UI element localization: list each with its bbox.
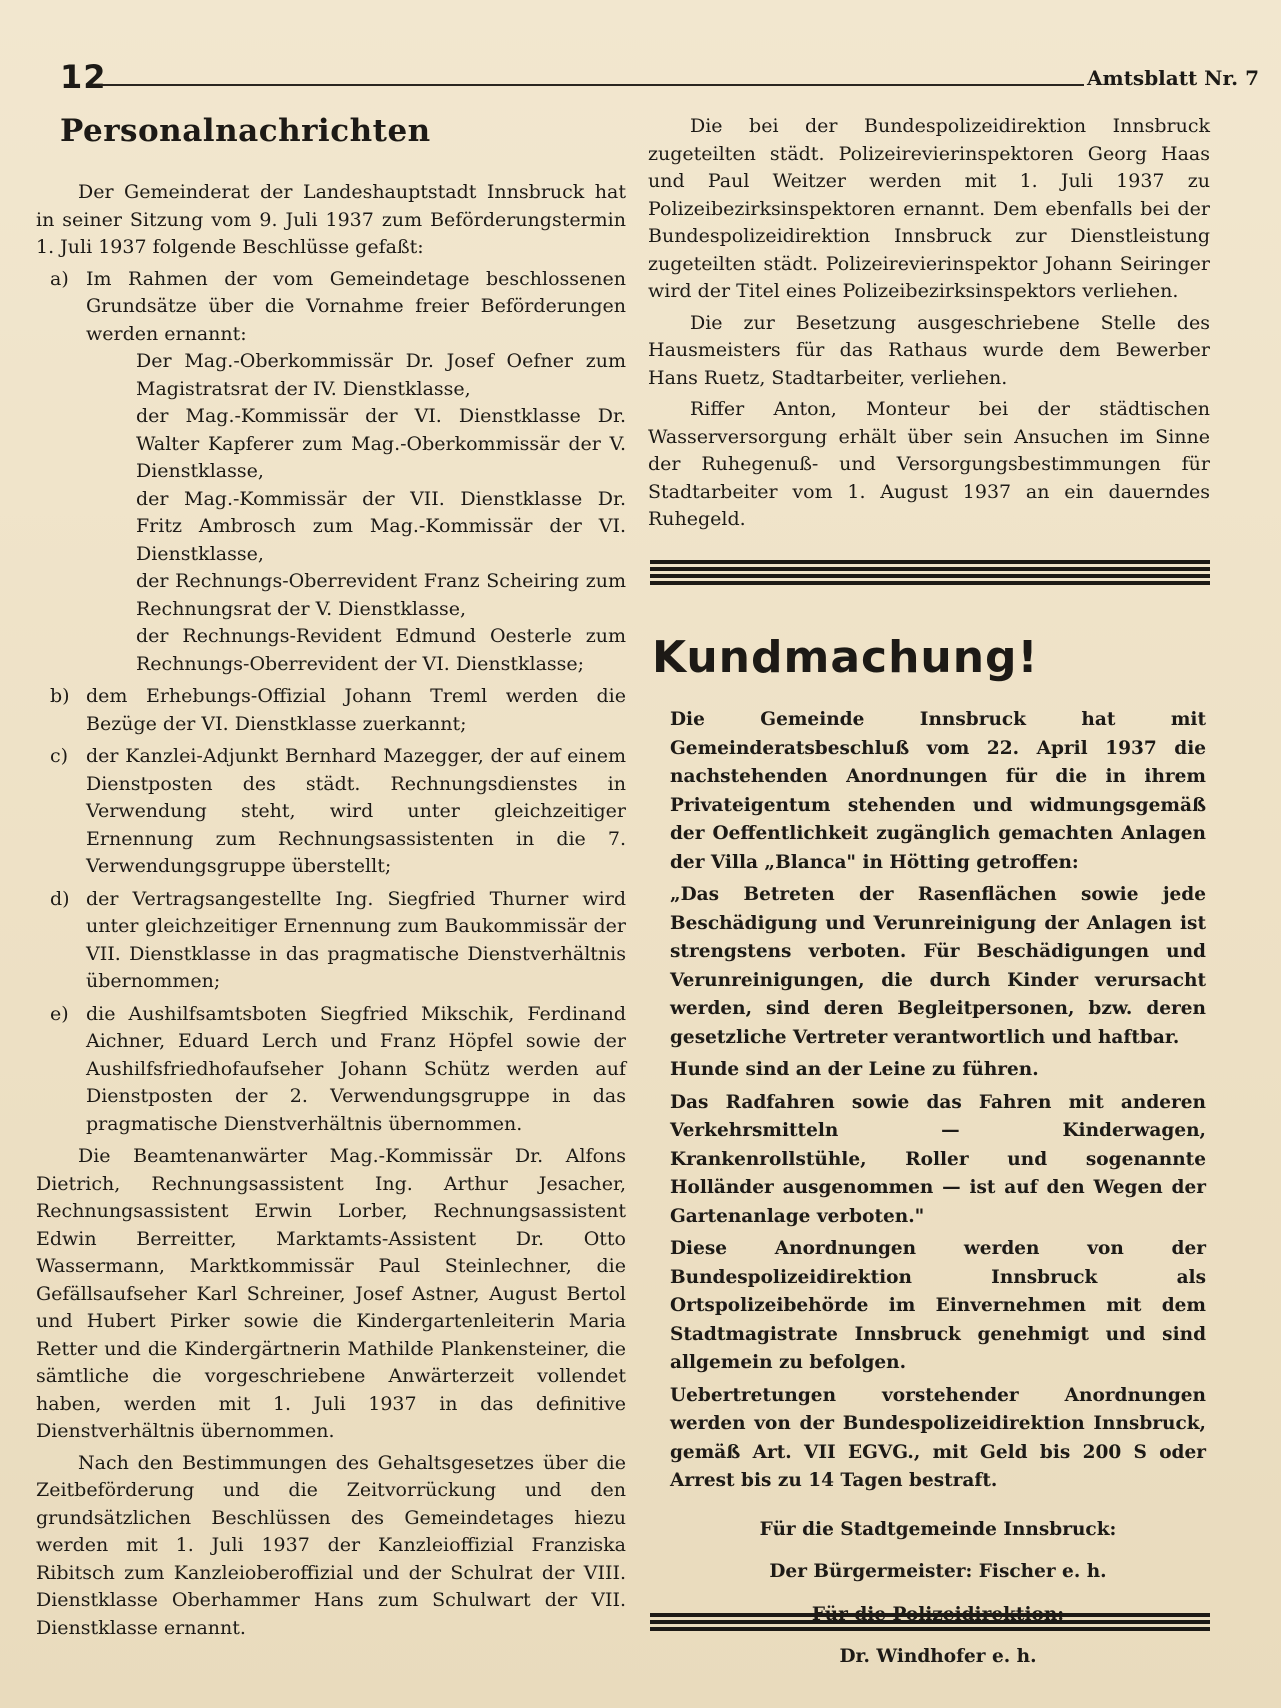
salary-paragraph: Nach den Bestimmungen des Gehaltsgesetzes über die Zeitbeförderung und die Zeitvorrückung und den grundsätzlichen Beschlüssen des Gemeindetages hiezu werden mit 1. Juli 1937 der Kanzleioffizial Franziska Ribitsch zum Kanzleioberoffizial und der Schulrat der VIII. Dienstklasse Oberhammer Hans zum Schulwart der VII. Dienstklasse ernannt. (36, 1451, 626, 1639)
house-paragraph: Die zur Besetzung ausgeschriebene Stelle des Hausmeisters für das Rathaus wurde dem Bewerber Hans Ruetz, Stadtarbeiter, verliehen. (648, 311, 1210, 389)
appointments-list (136, 348, 626, 678)
list-text: der Kanzlei-Adjunkt Bernhard Mazegger, der auf einem Dienstposten des städt. Rechnungsdienstes in Verwendung steht, wird unter gleichzeitiger Ernennung zum Rechnungsassistenten in die 7. Verwendungsgruppe überstellt; (86, 745, 626, 877)
appointment-4: der Rechnungs-Oberrevident Franz Scheiring zum Rechnungsrat der V. Dienstklasse, (136, 570, 626, 620)
bottom-divider (650, 1613, 1210, 1634)
riffer-paragraph: Riffer Anton, Monteur bei der städtischen Wasserversorgung erhält über sein Ansuchen im Sinne der Ruhegenuß- und Versorgungsbestimmungen für Stadtarbeiter vom 1. August 1937 an ein dauerndes Ruhegeld. (648, 398, 1210, 530)
notice-intro: Die Gemeinde Innsbruck hat mit Gemeinderatsbeschluß vom 22. April 1937 die nachstehenden Anordnungen für die in ihrem Privateigentum stehenden und widmungsgemäß der Oeffentlichkeit zugänglich gemachten Anlagen der Villa „Blanca" in Hötting getroffen: (670, 709, 1206, 873)
signature-police-name: Dr. Windhofer e. h. (839, 1646, 1037, 1667)
appointment-1: Der Mag.-Oberkommissär Dr. Josef Oefner zum Magistratsrat der IV. Dienstklasse, (136, 350, 626, 400)
intro-paragraph: Der Gemeinderat der Landeshauptstadt Innsbruck hat in seiner Sitzung vom 9. Juli 1937 zum Beförderungstermin 1. Juli 1937 folgende Beschlüsse gefaßt: (36, 181, 626, 258)
list-text: der Vertragsangestellte Ing. Siegfried Thurner wird unter gleichzeitiger Ernennung zum Baukommissär der VII. Dienstklasse in das pragmatische Dienstverhältnis übernommen; (86, 887, 626, 992)
notice-rule-dogs: Hunde sind an der Leine zu führen. (670, 1059, 1039, 1080)
signature-city-label: Für die Stadtgemeinde Innsbruck: (759, 1518, 1117, 1540)
issue-label: Amtsblatt Nr. 7 (1087, 66, 1259, 90)
list-marker: a) (50, 267, 69, 290)
list-text: die Aushilfsamtsboten Siegfried Mikschik, Ferdinand Aichner, Eduard Lerch und Franz Höpfel sowie der Aushilfsfriedhofaufseher Johann Schütz werden auf Dienstposten der 2. Verwendungsgruppe in das pragmatische Dienstverhältnis übernommen. (86, 1002, 626, 1135)
list-marker: c) (50, 745, 69, 767)
police-paragraph: Die bei der Bundespolizeidirektion Innsbruck zugeteilten städt. Polizeirevierinspektoren Georg Haas und Paul Weitzer werden mit 1. Juli 1937 zu Polizeibezirksinspektoren ernannt. Dem ebenfalls bei der Bundespolizeidirektion Innsbruck zur Dienstleistung zugeteilten städt. Polizeirevierinspektor Johann Seiringer wird der Titel eines Polizeibezirksinspektors verliehen. (648, 115, 1210, 302)
page-header (60, 58, 1259, 98)
notice-rule-vehicles: Das Radfahren sowie das Fahren mit anderen Verkehrsmitteln — Kinderwagen, Krankenrollstühle, Roller und sogenannte Holländer ausgenommen — ist auf den Wegen der Gartenanlage verboten." (670, 1091, 1206, 1227)
section-heading: Personalnachrichten (60, 113, 431, 149)
list-item-c (36, 743, 626, 881)
list-marker: e) (50, 1002, 69, 1025)
notice-rule-lawn: „Das Betreten der Rasenflächen sowie jede Beschädigung und Verunreinigung der Anlagen ist strengstens verboten. Für Beschädigungen und Verunreinigungen, die durch Kinder verursacht werden, sind deren Begleitpersonen, bzw. deren gesetzliche Vertreter verantwortlich und haftbar. (670, 884, 1206, 1048)
header-rule (100, 84, 1084, 86)
notice-body (670, 706, 1206, 1672)
list-text: Im Rahmen der vom Gemeindetage beschlossenen Grundsätze über die Vornahme freier Beförderungen werden ernannt: (86, 267, 626, 345)
list-item-b (36, 683, 626, 738)
page-number: 12 (60, 58, 107, 96)
left-column (36, 113, 626, 1642)
candidates-paragraph: Die Beamtenanwärter Mag.-Kommissär Dr. Alfons Dietrich, Rechnungsassistent Ing. Arthur Jesacher, Rechnungsassistent Erwin Lorber, Rechnungsassistent Edwin Berreitter, Marktamts-Assistent Dr. Otto Wassermann, Marktkommissär Paul Steinlechner, die Gefällsaufseher Karl Schreiner, Josef Astner, August Bertol und Hubert Pirker sowie die Kindergartenleiterin Maria Retter und die Kindergärtnerin Mathilde Plankensteiner, die sämtliche die vorgeschriebene Anwärterzeit vollendet haben, werden mit 1. Juli 1937 in das definitive Dienstverhältnis übernommen. (36, 1145, 626, 1442)
notice-penalty: Uebertretungen vorstehender Anordnungen werden von der Bundespolizeidirektion Innsbruck, gemäß Art. VII EGVG., mit Geld bis 200 S oder Arrest bis zu 14 Tagen bestraft. (670, 1384, 1206, 1491)
list-item-a (36, 266, 626, 679)
appointment-2: der Mag.-Kommissär der VI. Dienstklasse Dr. Walter Kapferer zum Mag.-Oberkommissär der V. Dienstklasse, (136, 405, 626, 482)
list-text: dem Erhebungs-Offizial Johann Treml werden die Bezüge der VI. Dienstklasse zuerkannt; (86, 685, 626, 735)
notice-title: Kundmachung! (652, 632, 1039, 683)
appointment-5: der Rechnungs-Revident Edmund Oesterle zum Rechnungs-Oberrevident der VI. Dienstklasse; (136, 625, 626, 675)
list-marker: d) (50, 887, 70, 910)
signature-mayor: Der Bürgermeister: Fischer e. h. (769, 1561, 1107, 1582)
appointment-3: der Mag.-Kommissär der VII. Dienstklasse Dr. Fritz Ambrosch zum Mag.-Kommissär der VI. Dienstklasse, (136, 487, 626, 565)
list-item-d (36, 886, 626, 996)
list-item-e (36, 1001, 626, 1139)
list-marker: b) (50, 685, 70, 707)
right-column (648, 113, 1210, 534)
top-divider (650, 560, 1210, 588)
notice-approval: Diese Anordnungen werden von der Bundespolizeidirektion Innsbruck als Ortspolizeibehörde im Einvernehmen mit dem Stadtmagistrate Innsbruck genehmigt und sind allgemein zu befolgen. (670, 1238, 1206, 1373)
